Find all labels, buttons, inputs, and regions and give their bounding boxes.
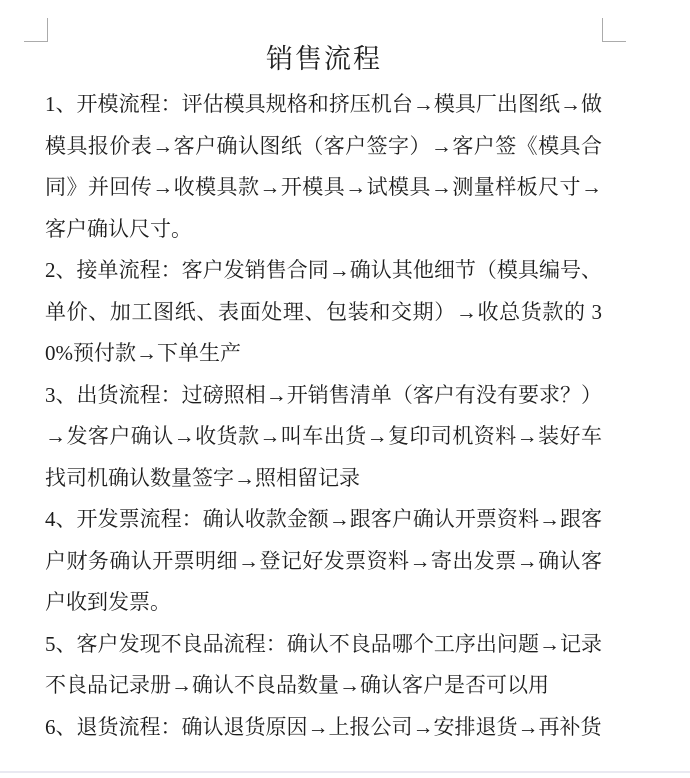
paragraph-defective-product-process: 5、客户发现不良品流程：确认不良品哪个工序出问题→记录不良品记录册→确认不良品数量→确认客户是否可以用 xyxy=(45,631,602,697)
document-title: 销售流程 xyxy=(266,44,382,74)
document-body xyxy=(45,84,602,748)
paragraph-invoicing-process: 4、开发票流程：确认收款金额→跟客户确认开票资料→跟客户财务确认开票明细→登记好发票资料→寄出发票→确认客户收到发票。 xyxy=(45,507,602,614)
paragraph-order-taking-process: 2、接单流程：客户发销售合同→确认其他细节（模具编号、单价、加工图纸、表面处理、包装和交期）→收总货款的 30%预付款→下单生产 xyxy=(45,258,602,365)
paragraph-mold-opening-process: 1、开模流程：评估模具规格和挤压机台→模具厂出图纸→做模具报价表→客户确认图纸（客户签字）→客户签《模具合同》并回传→收模具款→开模具→试模具→测量样板尺寸→客户确认尺寸。 xyxy=(45,92,602,241)
paragraph-shipping-process: 3、出货流程：过磅照相→开销售清单（客户有没有要求？）→发客户确认→收货款→叫车出货→复印司机资料→装好车找司机确认数量签字→照相留记录 xyxy=(45,382,602,490)
paragraph-return-process: 6、退货流程：确认退货原因→上报公司→安排退货→再补货 xyxy=(45,714,602,739)
margin-mark-top-right xyxy=(602,18,626,42)
page-bottom-edge xyxy=(0,771,690,773)
margin-mark-top-left xyxy=(24,18,48,42)
